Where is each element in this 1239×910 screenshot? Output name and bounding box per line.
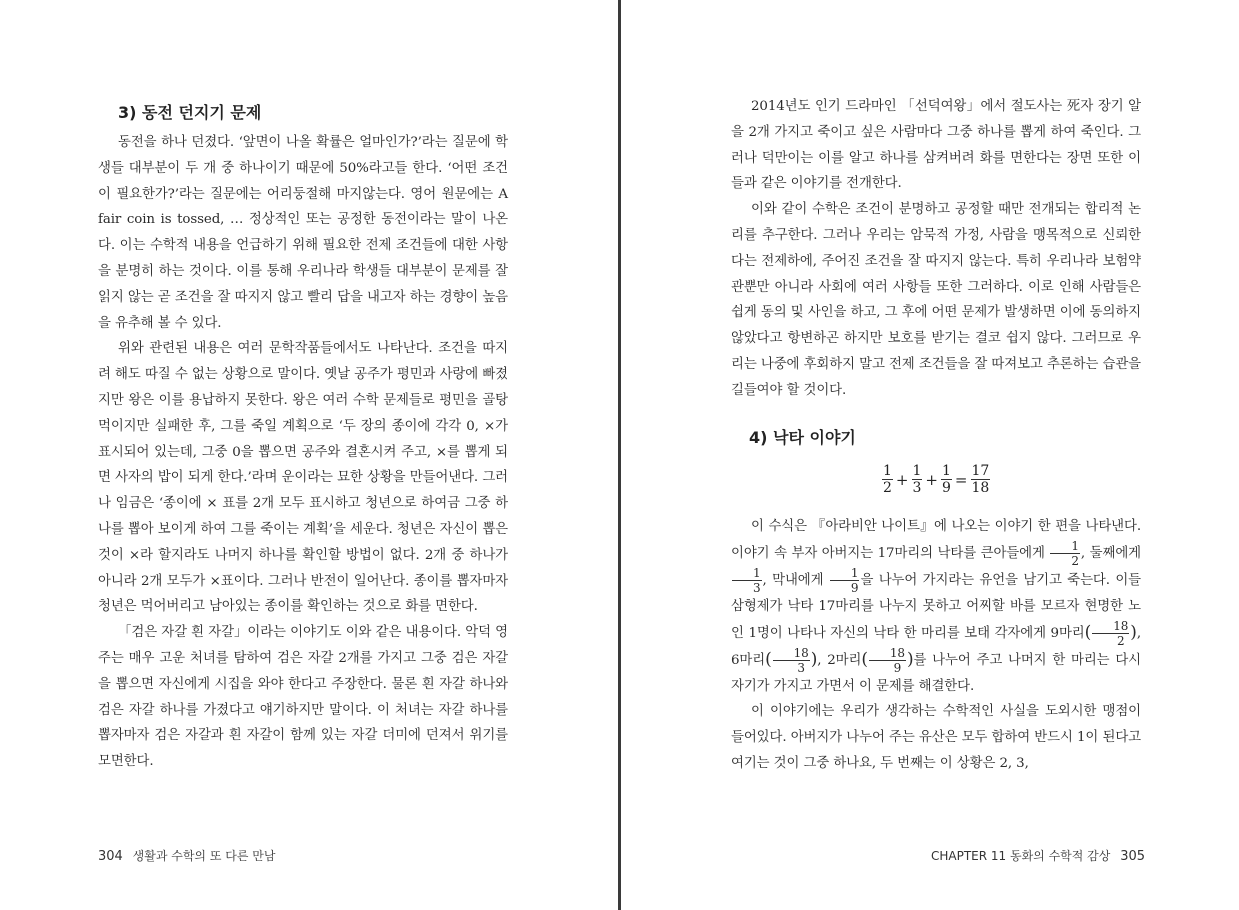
page-number: 304: [98, 849, 123, 864]
right-page: [621, 0, 1239, 910]
fraction: $\frac{1}{2}$: [1050, 540, 1080, 567]
fraction: $\frac{1}{2}$: [883, 463, 892, 496]
section-heading-coin-toss: 3) 동전 던지기 문제: [118, 103, 262, 122]
paragraph-camel-story: 이 수식은 『아라비안 나이트』에 나오는 이야기 한 편을 나타낸다. 이야기 속 부자 아버지는 17마리의 낙타를 큰아들에게 $\frac{1}{2}$ , 둘째에게 $\frac{1}{3}$ , 막내에게 $\frac{1}{9}$ 을 나누어 가지라는 유언을 남기고 죽는다. 이들 삼형제가 낙타 17마리를 나누지 못하고 어찌할 바를 모르자 현명한 노인 1명이 나타나 자신의 낙타 한 마리를 보태 각자에게 9마리( $\frac{18}{2}$ ), 6마리( $\frac{18}{3}$ ), 2마리( $\frac{18}{9}$ )를 나누어 주고 나머지 한 마리는 다시 자기가 가지고 가면서 이 문제를 해결한다.: [731, 519, 1142, 694]
left-body-text: [98, 130, 508, 775]
paragraph: 2014년도 인기 드라마인 「선덕여왕」에서 절도사는 死자 장기 알을 2개 가지고 죽이고 싶은 사람마다 그중 하나를 뽑게 하여 죽인다. 그러나 덕만이는 이를 알고 하나를 삼켜버려 화를 면한다는 장면 또한 이들과 같은 이야기를 전개한다.: [731, 99, 1141, 192]
fraction: $\frac{1}{3}$: [732, 567, 762, 594]
section-heading-camel-story: 4) 낙타 이야기: [749, 428, 856, 447]
plus-sign: +: [895, 470, 909, 489]
left-footer: [98, 847, 275, 864]
fraction: $\frac{18}{9}$: [869, 647, 906, 674]
fraction: $\frac{18}{2}$: [1092, 620, 1129, 647]
camel-equation: [881, 464, 991, 495]
right-footer: [931, 847, 1151, 864]
fraction: $\frac{1}{9}$: [942, 463, 951, 496]
left-page: [0, 0, 618, 910]
paragraph: 이 이야기에는 우리가 생각하는 수학적인 사실을 도외시한 맹점이 들어있다. 아버지가 나누어 주는 유산은 모두 합하여 반드시 1이 된다고 여기는 것이 그중 하나요, 두 번째는 이 상황은 2, 3,: [731, 704, 1141, 771]
paragraph: 「검은 자갈 흰 자갈」이라는 이야기도 이와 같은 내용이다. 악덕 영주는 매우 고운 처녀를 탐하여 검은 자갈 2개를 가지고 그중 검은 자갈을 뽑으면 자신에게 시집을 와야 한다고 주장한다. 물론 흰 자갈 하나와 검은 자갈 하나를 가졌다고 얘기하지만 말이다. 이 처녀는 자갈 하나를 뽑자마자 검은 자갈과 흰 자갈이 함께 있는 자갈 더미에 던져서 위기를 모면한다.: [98, 625, 508, 770]
book-title: 생활과 수학의 또 다른 만남: [132, 849, 276, 863]
right-body-text-top: [731, 94, 1141, 404]
equals-sign: =: [954, 470, 968, 489]
fraction: $\frac{1}{9}$: [830, 567, 860, 594]
paragraph: 동전을 하나 던졌다. ‘앞면이 나올 확률은 얼마인가?’라는 질문에 학생들 대부분이 두 개 중 하나이기 때문에 50%라고들 한다. ‘어떤 조건이 필요한가?’라는 질문에는 어리둥절해 마지않는다. 영어 원문에는 A fair coin is tossed, … 정상적인 또는 공정한 동전이라는 말이 나온다. 이는 수학적 내용을 언급하기 위해 필요한 전제 조건들에 대한 사항을 분명히 하는 것이다. 이를 통해 우리나라 학생들 대부분이 문제를 잘 읽지 않는 곧 조건을 잘 따지지 않고 빨리 답을 내고자 하는 경향이 높음을 유추해 볼 수 있다.: [98, 135, 508, 331]
chapter-title: CHAPTER 11 동화의 수학적 감상: [931, 849, 1111, 863]
right-body-text-bottom: [731, 514, 1141, 777]
fraction: $\frac{17}{18}$: [971, 463, 990, 496]
paragraph: 이와 같이 수학은 조건이 분명하고 공정할 때만 전개되는 합리적 논리를 추구한다. 그러나 우리는 암묵적 가정, 사람을 맹목적으로 신뢰한다는 전제하에, 주어진 조건을 잘 따지지 않는다. 특히 우리나라 보험약관뿐만 아니라 사회에 여러 사항들 또한 그러하다. 이로 인해 사람들은 쉽게 동의 및 사인을 하고, 그 후에 어떤 문제가 발생하면 이에 동의하지 않았다고 항변하곤 하지만 보호를 받기는 결코 쉽지 않다. 그러므로 우리는 나중에 후회하지 말고 전제 조건들을 잘 따져보고 추론하는 습관을 길들여야 할 것이다.: [731, 202, 1141, 398]
fraction: $\frac{18}{3}$: [773, 647, 810, 674]
page-number: 305: [1120, 849, 1146, 864]
paragraph: 위와 관련된 내용은 여러 문학작품들에서도 나타난다. 조건을 따지려 해도 따질 수 없는 상황으로 말이다. 옛날 공주가 평민과 사랑에 빠졌지만 왕은 이를 용납하지 못한다. 왕은 여러 수학 문제들로 평민을 골탕 먹이지만 실패한 후, 그를 죽일 계획으로 ‘두 장의 종이에 각각 0, ×가 표시되어 있는데, 그중 0을 뽑으면 공주와 결혼시켜 주고, ×를 뽑게 되면 사자의 밥이 되게 한다.’라며 운이라는 묘한 상황을 만들어낸다. 그러나 임금은 ‘종이에 × 표를 2개 모두 표시하고 청년으로 하여금 그중 하나를 뽑아 보이게 하여 그를 죽이는 계획’을 세운다. 청년은 자신이 뽑은 것이 ×라 할지라도 나머지 하나를 확인할 방법이 없다. 2개 중 하나가 아니라 2개 모두가 ×표이다. 그러나 반전이 일어난다. 종이를 뽑자마자 청년은 먹어버리고 남아있는 종이를 확인하는 것으로 화를 면한다.: [98, 341, 508, 615]
fraction: $\frac{1}{3}$: [912, 463, 922, 496]
plus-sign: +: [925, 470, 938, 489]
